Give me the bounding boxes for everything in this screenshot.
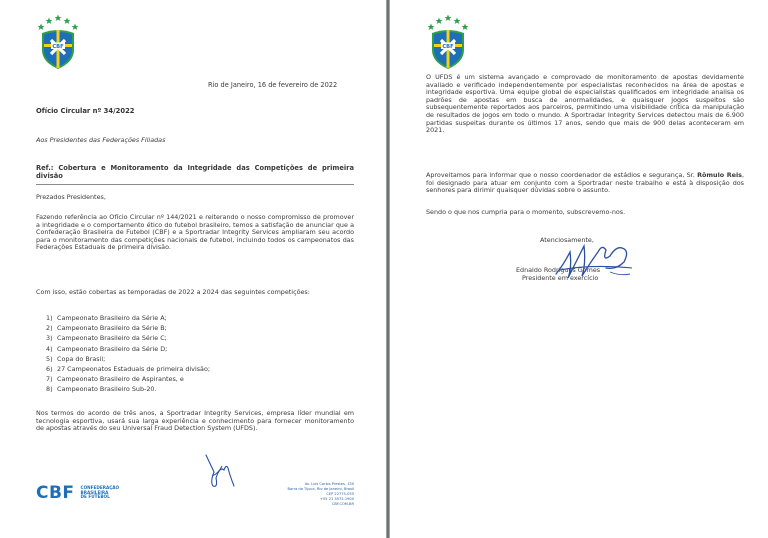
competition-item: 2) Campeonato Brasileiro da Série B; <box>46 324 167 333</box>
letter-page-2 <box>390 0 768 538</box>
competition-item: 5) Copa do Brasil; <box>46 354 106 363</box>
footer-address: Av. Luís Carlos Prestes, 130 Barra da Tijuca, Rio de Janeiro, Brasil CEP 22775-055 +55 21 3572-1900 CBF.COM.BR <box>287 482 354 506</box>
competition-item: 6) 27 Campeonatos Estaduais de primeira divisão; <box>46 365 211 374</box>
competition-item: 8) Campeonato Brasileiro Sub-20. <box>46 385 157 394</box>
oficio-number: Ofício Circular nº 34/2022 <box>36 107 135 115</box>
cbf-crest-logo <box>36 14 80 70</box>
paragraph-coordinator: Aproveitamos para informar que o nosso coordenador de estádios e segurança, Sr. Rômulo Reis, foi designado para atuar em conjunto com a Sportradar neste trabalho e está à disposição dos senhores para dirimir quaisquer dúvidas sobre o assunto. <box>426 171 745 195</box>
footer-logo-text: CBF <box>36 483 75 503</box>
initials-signature <box>198 452 238 492</box>
paragraph-closing: Sendo o que nos cumpria para o momento, subscrevemo-nos. <box>426 208 626 216</box>
footer-logo-subtitle: CONFEDERAÇÃO BRASILEIRA DE FUTEBOL <box>80 485 120 500</box>
letter-date: Rio de Janeiro, 16 de fevereiro de 2022 <box>208 81 338 89</box>
cbf-crest-logo <box>426 14 470 70</box>
signatory-name: Ednaldo Rodrigues Gomes <box>516 266 601 274</box>
stars-icon <box>38 15 79 31</box>
salutation: Prezados Presidentes, <box>36 193 106 201</box>
president-signature <box>550 238 640 284</box>
competitions-list <box>46 313 210 395</box>
closing-salutation: Atenciosamente, <box>540 236 594 244</box>
coordinator-name: Rômulo Reis <box>697 171 742 179</box>
competition-item: 3) Campeonato Brasileiro da Série C; <box>46 334 167 343</box>
paragraph-coverage: Com isso, estão cobertas as temporadas de 2022 a 2024 das seguintes competições: <box>36 288 310 296</box>
addressee: Aos Presidentes das Federações Filiadas <box>36 136 166 144</box>
footer-cbf-logo <box>36 483 119 503</box>
paragraph-agreement: Nos termos do acordo de três anos, a Sportradar Integrity Services, empresa líder mundial em tecnologia esportiva, usará sua larga experiência e conhecimento para fornecer monitoramento de apostas através do seu Universal Fraud Detection System (UFDS). <box>36 409 354 433</box>
stars-icon <box>428 15 469 31</box>
svg-text:CBF: CBF <box>442 44 454 50</box>
paragraph-ufds: O UFDS é um sistema avançado e comprovado de monitoramento de apostas devidamente avaliado e verificado independentemente por especialistas reconhecidos na área de apostas e integridade esportiva. Uma equipe global de especialistas qualificados em integridade analisa os padrões de apostas em busca de anormalidades, e quaisquer jogos suspeitos são subsequentemente reportados aos parceiros, permitindo uma visibilidade crítica da manipulação de resultados de jogos em todo o mundo. A Sportradar Integrity Services detectou mais de 6.900 partidas suspeitas durante os últimos 17 anos, sendo que mais de 900 delas aconteceram em 2021. <box>426 73 744 135</box>
paragraph-intro: Fazendo referência ao Ofício Circular nº 144/2021 e reiterando o nosso compromisso de promover a integridade e o comportamento ético do futebol brasileiro, temos a satisfação de anunciar que a Confederação Brasileira de Futebol (CBF) e a Sportradar Integrity Services ampliaram seu acordo para o monitoramento das competições nacionais de futebol, incluindo todos os campeonatos das Federações Estaduais de primeira divisão. <box>36 213 354 252</box>
reference-underline <box>36 184 354 185</box>
competition-item: 7) Campeonato Brasileiro de Aspirantes, e <box>46 375 184 384</box>
svg-text:CBF: CBF <box>52 44 64 50</box>
signatory-role: Presidente em exercício <box>522 274 599 282</box>
competition-item: 4) Campeonato Brasileiro da Série D; <box>46 344 168 353</box>
competition-item: 1) Campeonato Brasileiro da Série A; <box>46 314 167 322</box>
reference-subject: Ref.: Cobertura e Monitoramento da Integridade das Competições de primeira divisão <box>36 164 354 180</box>
